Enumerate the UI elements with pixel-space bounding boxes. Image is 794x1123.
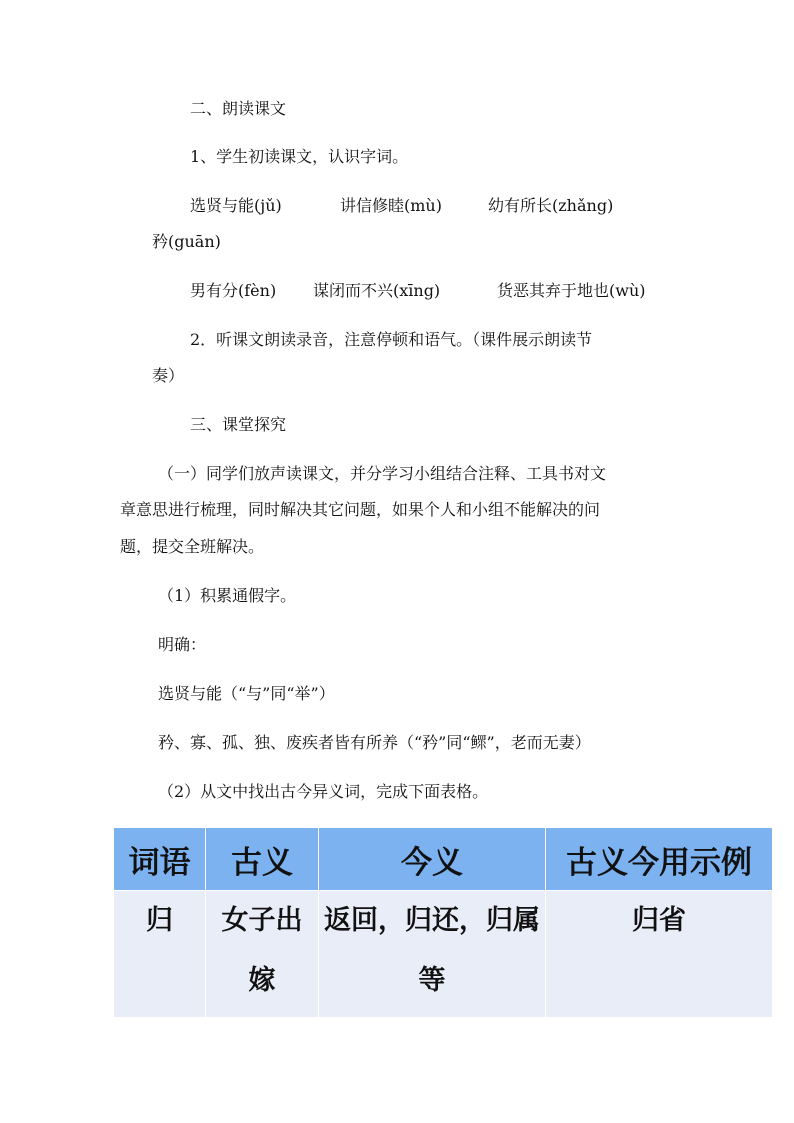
step-listen-recording: 2．听课文朗读录音，注意停顿和语气。（课件展示朗读节 [190,330,593,349]
vocab-item: 选贤与能(jǔ) [190,196,282,215]
paragraph-group-study-cont: 题，提交全班解决。 [120,537,265,556]
header-ancient-meaning: 古义 [206,828,319,891]
paragraph-group-study-cont: 章意思进行梳理，同时解决其它问题，如果个人和小组不能解决的问 [120,500,601,519]
loan-character-example: 矜、寡、孤、独、废疾者皆有所养（“矜”同“鳏”，老而无妻） [158,733,591,752]
vocab-item: 矜(guān) [152,232,221,251]
paragraph-group-study: （一）同学们放声读课文，并分学习小组结合注释、工具书对文 [158,464,607,483]
header-usage-example: 古义今用示例 [546,828,773,891]
section-heading-reading: 二、朗读课文 [190,99,287,118]
task-word-meaning-table: （2）从文中找出古今异义词，完成下面表格。 [158,782,489,801]
step-listen-recording-cont: 奏） [152,366,185,385]
loan-character-example: 选贤与能（“与”同“举”） [158,684,335,703]
cell-word: 归 [114,891,206,1018]
word-meaning-table [113,827,772,1018]
table-header-row [114,828,773,891]
step-first-reading: 1、学生初读课文，认识字词。 [190,147,409,166]
vocab-item: 谋闭而不兴(xīng) [313,281,441,300]
cell-ancient-meaning: 女子出嫁 [206,891,319,1018]
cell-usage-example: 归省 [546,891,773,1018]
header-word: 词语 [114,828,206,891]
vocab-item: 幼有所长(zhǎng) [488,196,614,215]
task-loan-characters: （1）积累通假字。 [158,586,297,605]
cell-modern-meaning: 返回，归还，归属等 [319,891,546,1018]
section-heading-explore: 三、课堂探究 [190,415,287,434]
table-row [114,891,773,1018]
vocab-item: 男有分(fèn) [190,281,277,300]
header-modern-meaning: 今义 [319,828,546,891]
label-clarify: 明确： [158,635,207,654]
vocab-item: 讲信修睦(mù) [340,196,442,215]
vocab-item: 货恶其弃于地也(wù) [497,281,646,300]
